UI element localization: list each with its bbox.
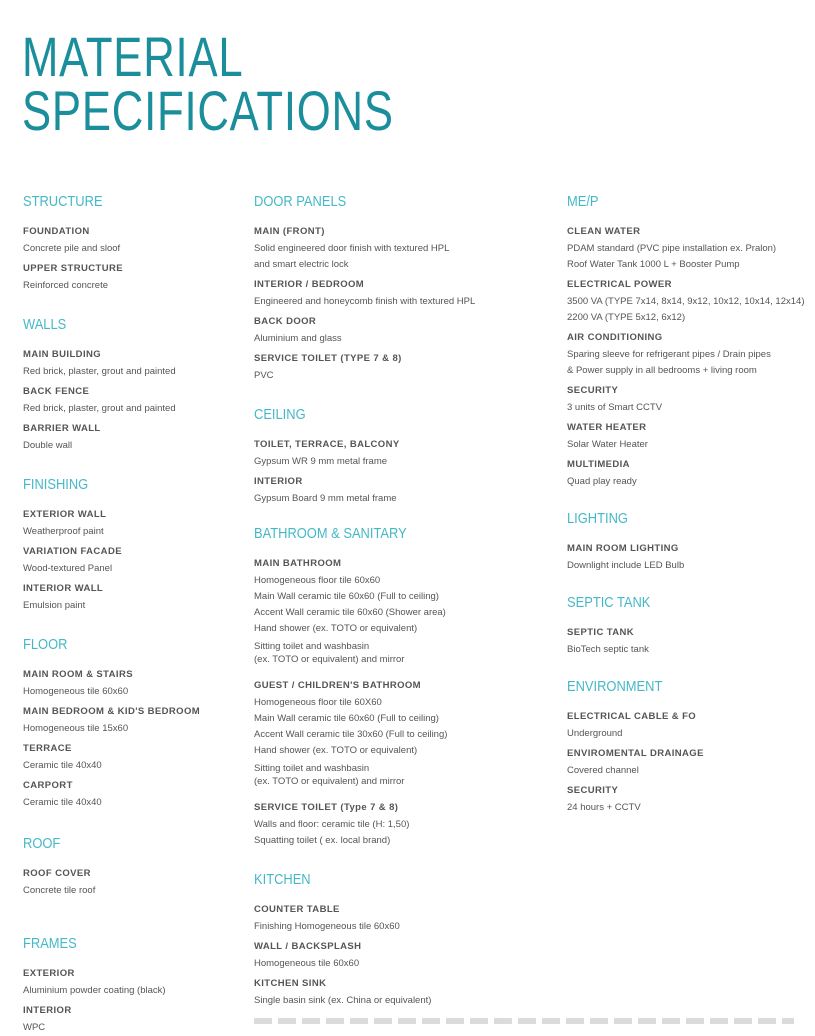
item-text: Double wall <box>23 440 73 451</box>
item-text: Ceramic tile 40x40 <box>23 797 102 808</box>
section-floor <box>23 636 200 811</box>
section-structure <box>23 193 200 294</box>
item-label: ROOF COVER <box>23 868 91 879</box>
item-text: Quad play ready <box>567 476 637 487</box>
item-text: Gypsum WR 9 mm metal frame <box>254 456 388 467</box>
item-text: WPC <box>23 1022 46 1033</box>
item-label: CARPORT <box>23 780 73 791</box>
item-text: Main Wall ceramic tile 60x60 (Full to ceiling) <box>254 591 439 602</box>
item-text: Emulsion paint <box>23 600 86 611</box>
item-text: Engineered and honeycomb finish with textured HPL <box>254 296 476 307</box>
item-text: 3 units of Smart CCTV <box>567 402 663 413</box>
section-ceiling <box>254 406 475 507</box>
item-text: Main Wall ceramic tile 60x60 (Full to ceiling) <box>254 713 439 724</box>
section-title: SEPTIC TANK <box>567 594 651 611</box>
item-label: INTERIOR <box>254 476 303 487</box>
item-text: PVC <box>254 370 274 381</box>
section-title: ROOF <box>23 835 61 852</box>
item-label: CLEAN WATER <box>567 226 641 237</box>
item-label: BARRIER WALL <box>23 423 101 434</box>
item-label: INTERIOR <box>23 1005 72 1016</box>
item-text: Red brick, plaster, grout and painted <box>23 403 176 414</box>
item-label: TOILET, TERRACE, BALCONY <box>254 439 400 450</box>
item-text: Aluminium powder coating (black) <box>23 985 166 996</box>
item-label: INTERIOR / BEDROOM <box>254 279 365 290</box>
item-label: EXTERIOR <box>23 968 75 979</box>
section-title: KITCHEN <box>254 871 311 888</box>
item-label: BACK DOOR <box>254 316 317 327</box>
item-text: Single basin sink (ex. China or equivalent) <box>254 995 432 1006</box>
item-text: Sparing sleeve for refrigerant pipes / Drain pipes <box>567 349 771 360</box>
column-2 <box>254 193 475 1009</box>
item-text: Concrete tile roof <box>23 885 96 896</box>
item-label: KITCHEN SINK <box>254 978 327 989</box>
item-text: Homogeneous tile 15x60 <box>23 723 129 734</box>
item-text: Homogeneous floor tile 60X60 <box>254 697 382 708</box>
section-kitchen <box>254 871 475 1009</box>
item-label: GUEST / CHILDREN'S BATHROOM <box>254 680 421 691</box>
item-text: Aluminium and glass <box>254 333 342 344</box>
item-label: AIR CONDITIONING <box>567 332 663 343</box>
item-text: (ex. TOTO or equivalent) and mirror <box>254 776 405 787</box>
item-text: Underground <box>567 728 623 739</box>
item-text: Walls and floor: ceramic tile (H: 1,50) <box>254 819 410 830</box>
item-label: BACK FENCE <box>23 386 90 397</box>
cropped-footer-text <box>254 1018 794 1024</box>
item-label: SERVICE TOILET (TYPE 7 & 8) <box>254 353 402 364</box>
section-title: WALLS <box>23 316 67 333</box>
section-title: FLOOR <box>23 636 68 653</box>
item-label: WALL / BACKSPLASH <box>254 941 362 952</box>
section-title: DOOR PANELS <box>254 193 347 210</box>
item-label: COUNTER TABLE <box>254 904 340 915</box>
item-text: Solar Water Heater <box>567 439 648 450</box>
item-text: and smart electric lock <box>254 259 349 270</box>
section-title: CEILING <box>254 406 306 423</box>
section-frames <box>23 935 200 1036</box>
item-label: ENVIROMENTAL DRAINAGE <box>567 748 704 759</box>
item-label: SEPTIC TANK <box>567 627 635 638</box>
section-mep <box>567 193 804 490</box>
section-lighting <box>567 510 804 574</box>
item-label: MAIN BUILDING <box>23 349 102 360</box>
section-title: ME/P <box>567 193 599 210</box>
item-text: BioTech septic tank <box>567 644 649 655</box>
section-title: FRAMES <box>23 935 77 952</box>
item-label: MAIN BATHROOM <box>254 558 342 569</box>
item-text: Concrete pile and sloof <box>23 243 121 254</box>
item-text: Hand shower (ex. TOTO or equivalent) <box>254 623 418 634</box>
item-label: INTERIOR WALL <box>23 583 104 594</box>
item-text: Red brick, plaster, grout and painted <box>23 366 176 377</box>
column-1 <box>23 193 200 1036</box>
section-title: ENVIRONMENT <box>567 678 663 695</box>
section-title: STRUCTURE <box>23 193 103 210</box>
section-door-panels <box>254 193 475 384</box>
item-label: VARIATION FACADE <box>23 546 122 557</box>
item-label: TERRACE <box>23 743 72 754</box>
item-label: ELECTRICAL CABLE & FO <box>567 711 697 722</box>
item-text: Ceramic tile 40x40 <box>23 760 102 771</box>
item-text: Reinforced concrete <box>23 280 109 291</box>
item-text: PDAM standard (PVC pipe installation ex. Pralon) <box>567 243 777 254</box>
section-environment <box>567 678 804 816</box>
section-title: BATHROOM & SANITARY <box>254 525 407 542</box>
item-text: Wood-textured Panel <box>23 563 113 574</box>
item-text: 2200 VA (TYPE 5x12, 6x12) <box>567 312 686 323</box>
item-text: Homogeneous tile 60x60 <box>254 958 360 969</box>
item-label: MAIN BEDROOM & KID'S BEDROOM <box>23 706 201 717</box>
item-label: MAIN ROOM & STAIRS <box>23 669 133 680</box>
item-text: Downlight include LED Bulb <box>567 560 685 571</box>
item-label: SECURITY <box>567 785 619 796</box>
item-text: Accent Wall ceramic tile 30x60 (Full to ceiling) <box>254 729 448 740</box>
item-label: ELECTRICAL POWER <box>567 279 672 290</box>
page-title-line2: SPECIFICATIONS <box>22 79 394 142</box>
section-title: LIGHTING <box>567 510 628 527</box>
item-text: Weatherproof paint <box>23 526 104 537</box>
item-text: 3500 VA (TYPE 7x14, 8x14, 9x12, 10x12, 10x14, 12x14) <box>567 296 805 307</box>
item-text: Homogeneous floor tile 60x60 <box>254 575 381 586</box>
item-label: SECURITY <box>567 385 619 396</box>
page-title <box>22 25 394 142</box>
item-text: (ex. TOTO or equivalent) and mirror <box>254 654 405 665</box>
item-text: Gypsum Board 9 mm metal frame <box>254 493 397 504</box>
item-label: UPPER STRUCTURE <box>23 263 123 274</box>
item-text: Sitting toilet and washbasin <box>254 763 370 774</box>
item-text: Roof Water Tank 1000 L + Booster Pump <box>567 259 740 270</box>
item-text: Hand shower (ex. TOTO or equivalent) <box>254 745 418 756</box>
section-septic-tank <box>567 594 804 658</box>
item-text: Finishing Homogeneous tile 60x60 <box>254 921 400 932</box>
section-title: FINISHING <box>23 476 89 493</box>
section-roof <box>23 835 200 899</box>
column-3 <box>567 193 804 816</box>
item-label: MAIN ROOM LIGHTING <box>567 543 679 554</box>
section-walls <box>23 316 200 454</box>
item-label: SERVICE TOILET (Type 7 & 8) <box>254 802 399 813</box>
item-text: Sitting toilet and washbasin <box>254 641 370 652</box>
page-title-line1: MATERIAL <box>22 25 244 88</box>
item-label: EXTERIOR WALL <box>23 509 107 520</box>
section-bathroom-sanitary <box>254 525 475 849</box>
item-label: MULTIMEDIA <box>567 459 630 470</box>
section-finishing <box>23 476 200 614</box>
item-label: FOUNDATION <box>23 226 90 237</box>
item-text: Covered channel <box>567 765 639 776</box>
item-text: Accent Wall ceramic tile 60x60 (Shower area) <box>254 607 446 618</box>
item-text: Homogeneous tile 60x60 <box>23 686 129 697</box>
item-text: 24 hours + CCTV <box>567 802 641 813</box>
item-label: MAIN (FRONT) <box>254 226 325 237</box>
item-text: Solid engineered door finish with textured HPL <box>254 243 450 254</box>
item-text: & Power supply in all bedrooms + living room <box>567 365 757 376</box>
item-label: WATER HEATER <box>567 422 647 433</box>
item-text: Squatting toilet ( ex. local brand) <box>254 835 391 846</box>
